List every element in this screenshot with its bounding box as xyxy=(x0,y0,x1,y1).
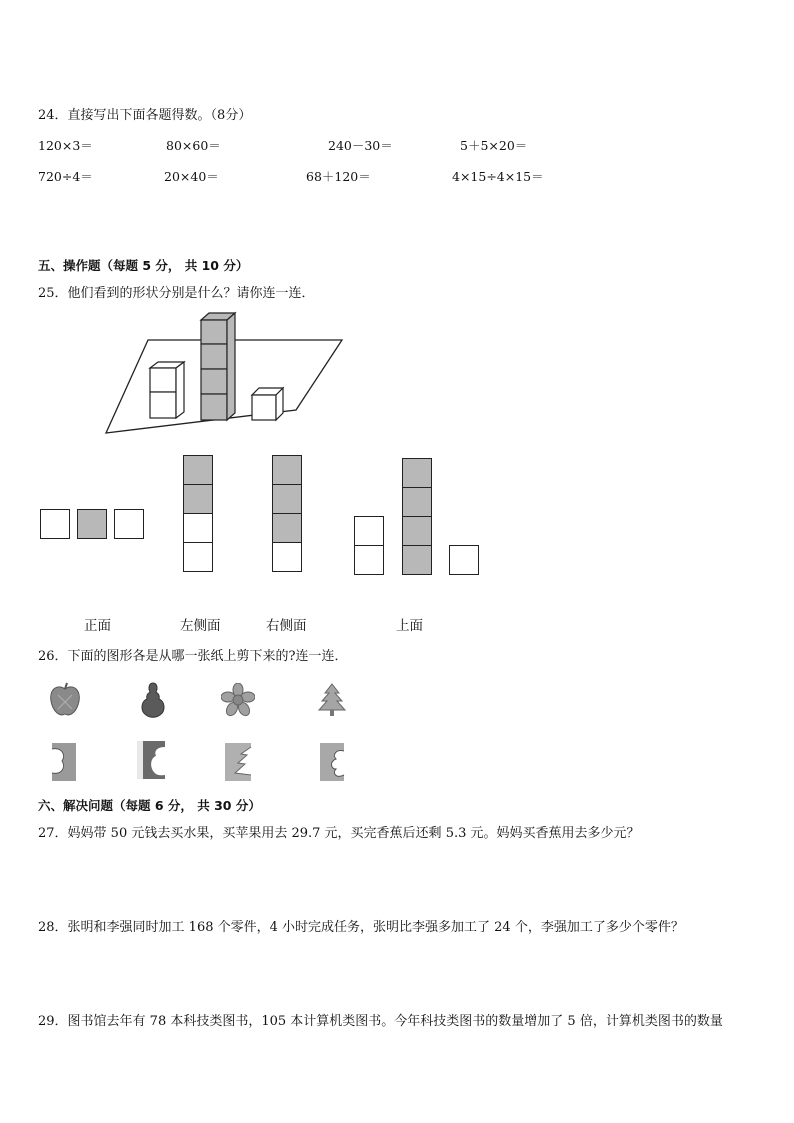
square-gray xyxy=(77,509,107,539)
q24-expr-7: 68＋120＝ xyxy=(306,169,371,184)
square xyxy=(272,542,302,572)
square-gray xyxy=(402,516,432,546)
view-label-left: 左侧面 xyxy=(180,618,221,634)
square-gray xyxy=(402,458,432,488)
paper-apple-hole-icon xyxy=(50,741,80,783)
square-gray xyxy=(272,455,302,485)
q24-expr-4: 5＋5×20＝ xyxy=(460,138,528,153)
square xyxy=(183,542,213,572)
q28-text: 28．张明和李强同时加工 168 个零件，4 小时完成任务，张明比李强多加工了 24 个，李强加工了多少个零件？ xyxy=(38,920,684,935)
q25-title: 25．他们看到的形状分别是什么？请你连一连． xyxy=(38,286,315,301)
q24-expr-5: 720÷4＝ xyxy=(38,169,93,184)
square xyxy=(40,509,70,539)
view-label-top: 上面 xyxy=(396,618,423,634)
square-gray xyxy=(272,513,302,543)
q24-expr-8: 4×15÷4×15＝ xyxy=(452,169,544,184)
q26-title: 26．下面的图形各是从哪一张纸上剪下来的?连一连． xyxy=(38,649,348,664)
view-label-front: 正面 xyxy=(84,618,111,634)
q24-expr-6: 20×40＝ xyxy=(164,169,219,184)
square-gray xyxy=(183,455,213,485)
square-gray xyxy=(402,545,432,575)
q24-expr-1: 120×3＝ xyxy=(38,138,93,153)
square xyxy=(114,509,144,539)
square xyxy=(354,545,384,575)
section-6-title: 六、解决问题（每题 6 分， 共 30 分） xyxy=(38,798,261,813)
square xyxy=(354,516,384,546)
flower-cutout-icon xyxy=(221,683,255,717)
q29-text: 29．图书馆去年有 78 本科技类图书，105 本计算机类图书。今年科技类图书的数量增加了 5 倍，计算机类图书的数量 xyxy=(38,1014,723,1029)
q24-expr-2: 80×60＝ xyxy=(166,138,221,153)
section-5-title: 五、操作题（每题 5 分， 共 10 分） xyxy=(38,258,249,273)
cube-arrangement-figure xyxy=(100,310,350,440)
q24-title: 24．直接写出下面各题得数。（8分） xyxy=(38,108,252,123)
square xyxy=(449,545,479,575)
square xyxy=(183,513,213,543)
square-gray xyxy=(272,484,302,514)
paper-flower-hole-icon xyxy=(318,741,348,783)
paper-tree-hole-icon xyxy=(223,741,253,783)
q24-expr-3: 240－30＝ xyxy=(328,138,393,153)
view-label-right: 右侧面 xyxy=(266,618,307,634)
square-gray xyxy=(402,487,432,517)
tree-cutout-icon xyxy=(316,682,348,718)
gourd-cutout-icon xyxy=(138,681,168,719)
q27-text: 27．妈妈带 50 元钱去买水果，买苹果用去 29.7 元，买完香蕉后还剩 5.3 元。妈妈买香蕉用去多少元？ xyxy=(38,826,640,841)
square-gray xyxy=(183,484,213,514)
apple-cutout-icon xyxy=(48,681,82,719)
paper-gourd-hole-icon xyxy=(134,739,168,781)
